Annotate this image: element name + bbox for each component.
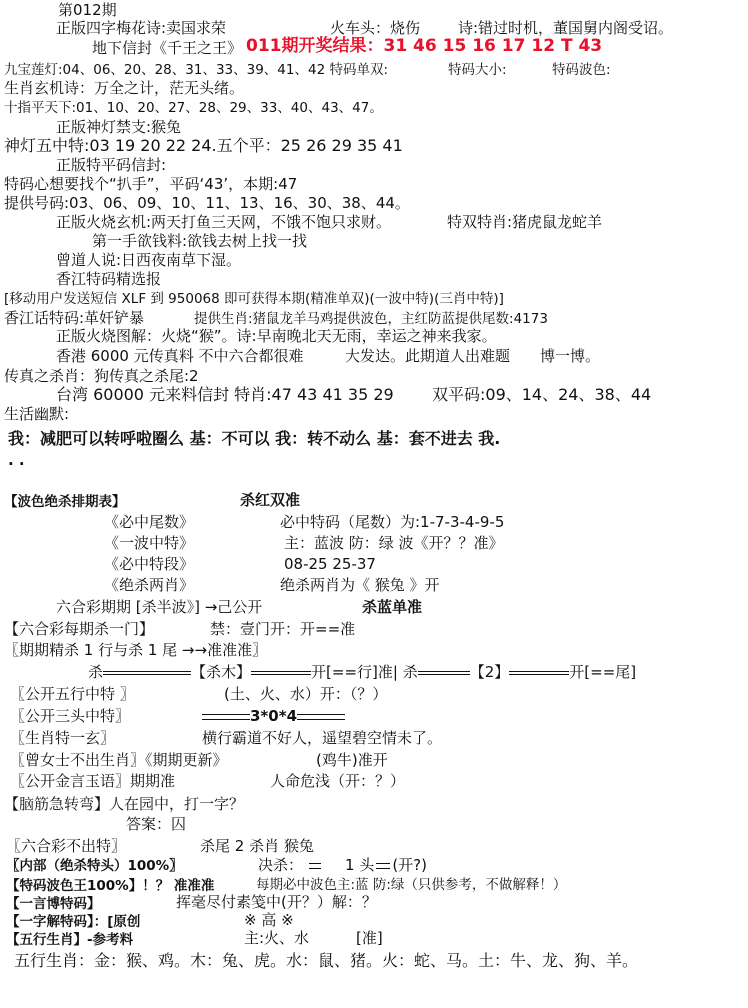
one-word-value: 挥毫尽付素笺中(开？）解：？ bbox=[176, 893, 377, 911]
color-table-title: 【波色绝杀排期表】 bbox=[4, 494, 126, 510]
three-heads-digits: 3*0*4 bbox=[250, 707, 297, 725]
decisive-kill: 决杀： bbox=[258, 856, 304, 874]
kill-two-value: 绝杀两肖为《 猴兔 》开 bbox=[280, 576, 440, 594]
kill-red-double: 杀红双准 bbox=[240, 491, 301, 509]
wave-king-label: 【特码波色王100%】！？ 准准准 bbox=[6, 878, 215, 894]
provided-zodiac: 提供生肖:猪鼠龙羊马鸡提供波色，主红防蓝提供尾数:4173 bbox=[194, 311, 548, 327]
issue-number: 第012期 bbox=[58, 1, 117, 19]
open-tail: 开[==尾] bbox=[569, 663, 637, 681]
fire-picture-line: 正版火烧图解：火烧“猴”。诗:早南晚北天无雨，幸运之神来我家。 bbox=[56, 327, 497, 345]
one-char-label: 【一字解特码】：[原创 bbox=[6, 914, 141, 930]
sure-range-label: 《必中特段》 bbox=[104, 555, 195, 573]
try-line: 博一博。 bbox=[540, 347, 601, 365]
double-flat-line: 双平码:09、14、24、38、44 bbox=[432, 385, 652, 404]
zodiac-mystery-label: 〖生肖特一玄〗 bbox=[10, 729, 116, 747]
head-one: 1 头 bbox=[345, 856, 375, 874]
zodiac-poem-line: 生肖玄机诗：万全之计，茫无头绪。 bbox=[4, 79, 245, 97]
provided-numbers: 提供号码:03、06、09、10、11、13、16、30、38、44。 bbox=[4, 194, 410, 212]
no-special-value: 杀尾 2 杀肖 猴兔 bbox=[200, 837, 314, 855]
humor-label: 生活幽默: bbox=[4, 405, 70, 423]
open-row: 开[==行]准| bbox=[311, 663, 398, 681]
open-question: (开?) bbox=[392, 856, 427, 874]
five-zodiac-main: 主:火、水 bbox=[244, 929, 310, 947]
no-special-label: 〖六合彩不出特〗 bbox=[6, 837, 127, 855]
special-color-label: 特码波色: bbox=[552, 62, 611, 78]
kill-row bbox=[88, 664, 636, 681]
taiwan-letter-line: 台湾 60000 元来料信封 特肖:47 43 41 35 29 bbox=[56, 385, 394, 404]
big-fortune-line: 大发达。此期道人出难题 bbox=[345, 347, 511, 365]
three-heads-value bbox=[202, 708, 345, 725]
ellipsis: . . bbox=[8, 451, 25, 469]
special-size-label: 特码大小: bbox=[448, 62, 507, 78]
riddle-answer: 答案：囚 bbox=[126, 815, 187, 833]
five-zodiac-sure: [准] bbox=[356, 929, 383, 947]
ten-fingers-line: 十指平天下:01、10、20、27、28、29、33、40、43、47。 bbox=[4, 100, 383, 116]
internal-kill-label: 〖内部（绝杀特头）100%〗 bbox=[6, 858, 183, 874]
golden-words-value: 人命危浅（开：？） bbox=[270, 772, 406, 790]
first-hand-line: 第一手欲钱料:欲钱去树上找一找 bbox=[92, 232, 308, 250]
five-zodiac-list: 五行生肖：金：猴、鸡。木：兔、虎。水：鼠、猪。火：蛇、马。土：牛、龙、狗、羊。 bbox=[14, 951, 639, 970]
fax-kill-line: 传真之杀肖：狗传真之杀尾:2 bbox=[4, 367, 199, 385]
sms-notice: [移动用户发送短信 XLF 到 950068 即可获得本期(精准单双)(一波中特)(三肖中特)] bbox=[4, 291, 504, 307]
kill-label-2: 杀 bbox=[402, 663, 418, 681]
half-wave-label: 六合彩期期 [杀半波》] →己公开 bbox=[56, 598, 263, 616]
five-zodiac-label: 【五行生肖】-参考料 bbox=[6, 932, 134, 948]
flat-code-letter: 正版特平码信封: bbox=[56, 156, 167, 174]
ms-zeng-label: 〖曾女士不出生肖〗《期期更新》 bbox=[10, 751, 228, 769]
one-word-label: 【一言博特码】 bbox=[6, 896, 101, 912]
sure-tail-label: 《必中尾数》 bbox=[104, 513, 195, 531]
plum-poem: 正版四字梅花诗:卖国求荣 bbox=[56, 19, 227, 37]
sure-range-value: 08-25 25-37 bbox=[284, 555, 376, 573]
sure-tail-value: 必中特码（尾数）为:1-7-3-4-9-5 bbox=[280, 513, 505, 531]
one-char-value: ※ 高 ※ bbox=[244, 911, 294, 929]
riddle-line: 【脑筋急转弯】人在园中，打一字？ bbox=[4, 795, 245, 813]
kill-two: 【2】 bbox=[469, 663, 510, 681]
taoist-saying: 曾道人说:日西夜南草下湿。 bbox=[56, 251, 242, 269]
kill-label: 杀 bbox=[88, 663, 104, 681]
five-element-value: (土、火、水）开：（？） bbox=[224, 685, 388, 703]
fire-mystery-line: 正版火烧玄机:两天打鱼三天网，不饿不饱只求财。 bbox=[56, 213, 392, 231]
one-wave-label: 《一波中特》 bbox=[104, 534, 195, 552]
draw-result: 011期开奖结果：31 46 15 16 17 12 T 43 bbox=[246, 36, 603, 56]
golden-words-label: 〖公开金言玉语〗期期准 bbox=[10, 772, 176, 790]
five-element-label: 〖公开五行中特 〗 bbox=[10, 685, 135, 703]
humor-text: 我：减肥可以转呼啦圈么 基：不可以 我：转不动么 基：套不进去 我. bbox=[8, 429, 501, 448]
pickpocket-line: 特码心想要找个“扒手”，平码‘43’，本期:47 bbox=[4, 175, 298, 193]
five-special-line: 神灯五中特:03 19 20 22 24.五个平：25 26 29 35 41 bbox=[4, 136, 403, 155]
special-double-zodiac: 特双特肖:猪虎鼠龙蛇羊 bbox=[447, 213, 603, 231]
kill-row-tail-label: 〖期期精杀 1 行与杀 1 尾 →→准准准〗 bbox=[4, 641, 268, 659]
lotus-lamp-line: 九宝莲灯:04、06、20、28、31、33、39、41、42 特码单双: bbox=[4, 62, 388, 78]
hk-fax-line: 香港 6000 元传真料 不中六合都很难 bbox=[56, 347, 304, 365]
internal-kill-value bbox=[258, 857, 427, 874]
ms-zeng-value: (鸡牛)准开 bbox=[316, 751, 388, 769]
xiangjiang-talk: 香江话特码:革奸铲暴 bbox=[4, 309, 145, 327]
one-wave-value: 主：蓝波 防：绿 波《开？？准》 bbox=[284, 534, 504, 552]
letter-label: 地下信封《千王之王》 bbox=[92, 39, 243, 57]
verse-line: 诗:错过时机，董国舅内阁受诏。 bbox=[458, 19, 674, 37]
kill-blue-single: 杀蓝单准 bbox=[362, 598, 423, 616]
wave-king-value: 每期必中波色主:蓝 防:绿（只供参考，不做解释！） bbox=[256, 877, 567, 893]
kill-two-label: 《绝杀两肖》 bbox=[104, 576, 195, 594]
xiangjiang-report: 香江特码精选报 bbox=[56, 270, 162, 288]
kill-one-door-value: 禁：壹门开：开==准 bbox=[210, 620, 356, 638]
lamp-ban-line: 正版神灯禁支:猴兔 bbox=[56, 118, 182, 136]
train-head: 火车头：烧伤 bbox=[330, 19, 421, 37]
kill-one-door-label: 【六合彩每期杀一门】 bbox=[4, 620, 155, 638]
three-heads-label: 〖公开三头中特〗 bbox=[10, 707, 131, 725]
kill-wood: 【杀木】 bbox=[191, 663, 252, 681]
zodiac-mystery-value: 横行霸道不好人，遥望碧空情未了。 bbox=[202, 729, 443, 747]
